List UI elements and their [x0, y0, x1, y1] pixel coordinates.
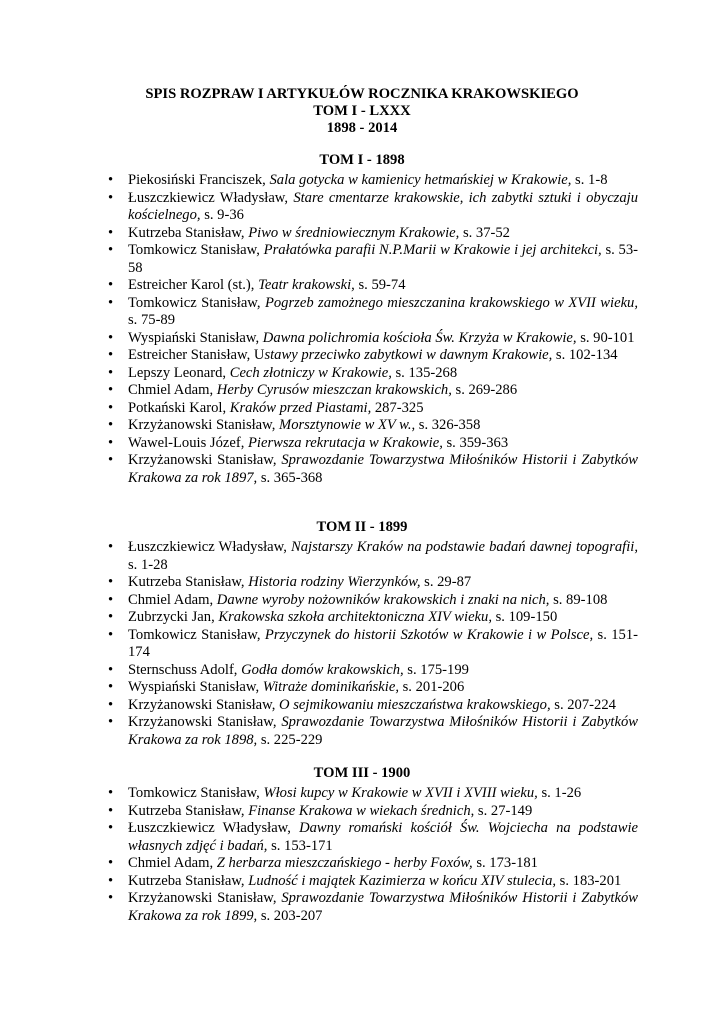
entry-pages: s. 207-224 [550, 696, 616, 713]
entry-pages: s. 109-150 [491, 609, 558, 625]
entry-pages: , s. 27-149 [470, 802, 533, 819]
entry-author: Zubrzycki Jan, [128, 609, 219, 625]
entry-title: Sprawozdanie Towarzystwa Miłośników Historii i Zabytków Krakowa za rok 1898, [128, 714, 638, 748]
list-item [128, 330, 638, 348]
entry-title: stawy przeciwko zabytkowi w dawnym Krakowie, [264, 347, 553, 363]
entry-author: Kutrzeba Stanisław, [128, 574, 249, 590]
entry-pages: s. 1-26 [537, 785, 582, 801]
entry-title: Dawny romański kościół Św. Wojciecha na podstawie własnych zdjęć i badań, [128, 820, 638, 854]
entry-title: Finanse Krakowa w wiekach średnich [248, 802, 471, 819]
entry-pages: s. 326-358 [415, 417, 481, 433]
entry-title: Sala gotycka w kamienicy hetmańskiej w Krakowie, [269, 172, 572, 188]
list-item [128, 785, 638, 803]
list-item [128, 277, 638, 295]
list-item [128, 679, 638, 697]
entry-author: Tomkowicz Stanisław, [128, 626, 265, 643]
entry-author: Kutrzeba Stanisław, [128, 224, 249, 241]
entry-author: Tomkowicz Stanisław, [128, 294, 265, 311]
entry-pages: s. 175-199 [403, 661, 469, 678]
entry-pages: s. 365-368 [257, 469, 323, 486]
entry-pages: s. 225-229 [257, 731, 323, 748]
entry-author: Łuszczkiewicz Władysław, [128, 820, 300, 836]
entry-pages: s. 151-174 [128, 626, 638, 660]
entry-pages: s. 89-108 [549, 591, 608, 608]
entry-pages: s. 75-89 [128, 312, 176, 328]
list-item [128, 662, 638, 680]
entry-title: Włosi kupcy w Krakowie w XVII i XVIII wieku, [263, 785, 538, 801]
entry-title: Kraków przed Piastami, [229, 399, 372, 416]
list-item [128, 347, 638, 365]
entry-author: Krzyżanowski Stanisław, [128, 417, 280, 433]
list-item [128, 435, 638, 453]
entry-title: Cech złotniczy w Krakowie, [229, 364, 392, 381]
entry-title: Krakowska szkoła architektoniczna XIV wieku, [218, 609, 492, 625]
volume-section-tom-2 [0, 519, 724, 749]
entry-author: Krzyżanowski Stanisław, [128, 890, 282, 906]
document-header [0, 86, 724, 137]
entry-title: Witraże dominikańskie, [262, 679, 399, 695]
list-item [128, 609, 638, 627]
entry-author: Sternschuss Adolf, [128, 661, 242, 678]
entry-author: Tomkowicz Stanisław, [128, 242, 264, 258]
entry-title: Godła domów krakowskich, [241, 661, 404, 678]
entry-author: Estreicher Karol (st.), [128, 277, 259, 293]
list-item [128, 242, 638, 277]
volume-title: TOM II - 1899 [316, 519, 408, 535]
entry-author: Lepszy Leonard, [128, 364, 230, 381]
list-item [128, 539, 638, 574]
document-title: SPIS ROZPRAW I ARTYKUŁÓW ROCZNIKA KRAKOWSKIEGO [145, 86, 579, 102]
entry-pages: s. 203-207 [257, 907, 323, 924]
list-item [128, 890, 638, 925]
entry-pages: s. 90-101 [576, 329, 635, 346]
entry-title: Pogrzeb zamożnego mieszczanina krakowskiego w XVII wieku, [264, 294, 638, 311]
entry-pages: s. 59-74 [354, 277, 406, 293]
entry-pages: s. 135-268 [391, 364, 458, 381]
entry-title: Najstarszy Kraków na podstawie badań dawnej topografii, [291, 539, 638, 555]
entry-title: Dawna polichromia kościoła Św. Krzyża w Krakowie, [262, 329, 577, 346]
list-item [128, 172, 638, 190]
entry-pages: 287-325 [371, 399, 424, 416]
entry-pages: s. 29-87 [420, 574, 472, 590]
volume-range: TOM I - LXXX [313, 103, 411, 119]
list-item [128, 190, 638, 225]
entry-author: Chmiel Adam, [128, 382, 217, 398]
entry-author: Tomkowicz Stanisław, [128, 785, 264, 801]
entry-author: Chmiel Adam, [128, 855, 217, 871]
entry-title: Sprawozdanie Towarzystwa Miłośników Historii i Zabytków Krakowa za rok 1899, [128, 890, 638, 924]
entry-author: Wyspiański Stanisław, [128, 679, 263, 695]
entry-list [0, 539, 724, 749]
entry-title: Morsztynowie w XV w., [279, 417, 416, 433]
entry-pages: s. 1-28 [128, 556, 168, 573]
entry-title: Z herbarza mieszczańskiego - herby Foxów, [216, 855, 473, 871]
entry-title: Dawne wyroby nożowników krakowskich i znaki na nich, [216, 591, 550, 608]
entry-author: Łuszczkiewicz Władysław, [128, 539, 292, 555]
volume-title: TOM I - 1898 [319, 152, 405, 168]
entry-list [0, 785, 724, 925]
entry-author: Chmiel Adam, [128, 591, 217, 608]
entry-pages: s. 269-286 [451, 382, 518, 398]
volume-title: TOM III - 1900 [313, 765, 411, 781]
entry-author: Estreicher Stanisław, U [128, 347, 265, 363]
list-item [128, 873, 638, 891]
entry-author: Krzyżanowski Stanisław, [128, 452, 282, 468]
entry-pages: s. 102-134 [552, 347, 618, 363]
list-item [128, 365, 638, 383]
entry-pages: s. 183-201 [556, 872, 622, 889]
entry-author: Potkański Karol, [128, 399, 230, 416]
entry-title: Przyczynek do historii Szkotów w Krakowie i w Polsce, [264, 626, 594, 643]
list-item [128, 627, 638, 662]
entry-pages: s. 359-363 [442, 434, 509, 451]
entry-title: Pierwsza rekrutacja w Krakowie, [248, 434, 443, 451]
list-item [128, 400, 638, 418]
list-item [128, 803, 638, 821]
entry-title: Ludność i majątek Kazimierza w końcu XIV stulecia, [248, 872, 557, 889]
entry-title: Herby Cyrusów mieszczan krakowskich, [216, 382, 452, 398]
entry-pages: s. 173-181 [472, 855, 538, 871]
entry-title: Prałatówka parafii N.P.Marii w Krakowie i jej architekci, [263, 242, 602, 258]
list-item [128, 417, 638, 435]
entry-pages: s. 9-36 [200, 207, 244, 223]
entry-author: Wyspiański Stanisław, [128, 329, 263, 346]
list-item [128, 452, 638, 487]
entry-author: Piekosiński Franciszek, [128, 172, 270, 188]
list-item [128, 295, 638, 330]
entry-title: Historia rodziny Wierzynków, [248, 574, 421, 590]
entry-pages: s. 153-171 [267, 837, 333, 854]
entry-author: Krzyżanowski Stanisław, [128, 696, 280, 713]
list-item [128, 714, 638, 749]
list-item [128, 820, 638, 855]
entry-list [0, 172, 724, 487]
list-item [128, 697, 638, 715]
entry-author: Krzyżanowski Stanisław, [128, 714, 282, 730]
list-item [128, 225, 638, 243]
volume-section-tom-3 [0, 765, 724, 925]
entry-title: Sprawozdanie Towarzystwa Miłośników Historii i Zabytków Krakowa za rok 1897, [128, 452, 638, 486]
list-item [128, 382, 638, 400]
year-range: 1898 - 2014 [326, 120, 398, 136]
entry-pages: s. 1-8 [571, 172, 608, 188]
list-item [128, 574, 638, 592]
entry-pages: s. 53-58 [128, 242, 638, 276]
list-item [128, 592, 638, 610]
entry-author: Łuszczkiewicz Władysław, [128, 189, 294, 206]
entry-author: Kutrzeba Stanisław, [128, 872, 249, 889]
entry-title: Teatr krakowski, [258, 277, 355, 293]
entry-pages: s. 37-52 [459, 224, 510, 241]
entry-title: O sejmikowaniu mieszczaństwa krakowskiego, [279, 696, 551, 713]
entry-author: Wawel-Louis Józef, [128, 434, 248, 451]
entry-pages: s. 201-206 [398, 679, 465, 695]
entry-author: Kutrzeba Stanisław, [128, 802, 249, 819]
list-item [128, 855, 638, 873]
volume-section-tom-1 [0, 152, 724, 487]
entry-title: Piwo w średniowiecznym Krakowie, [248, 224, 460, 241]
entry-title: Stare cmentarze krakowskie, ich zabytki sztuki i obyczaju kościelnego, [128, 189, 638, 223]
